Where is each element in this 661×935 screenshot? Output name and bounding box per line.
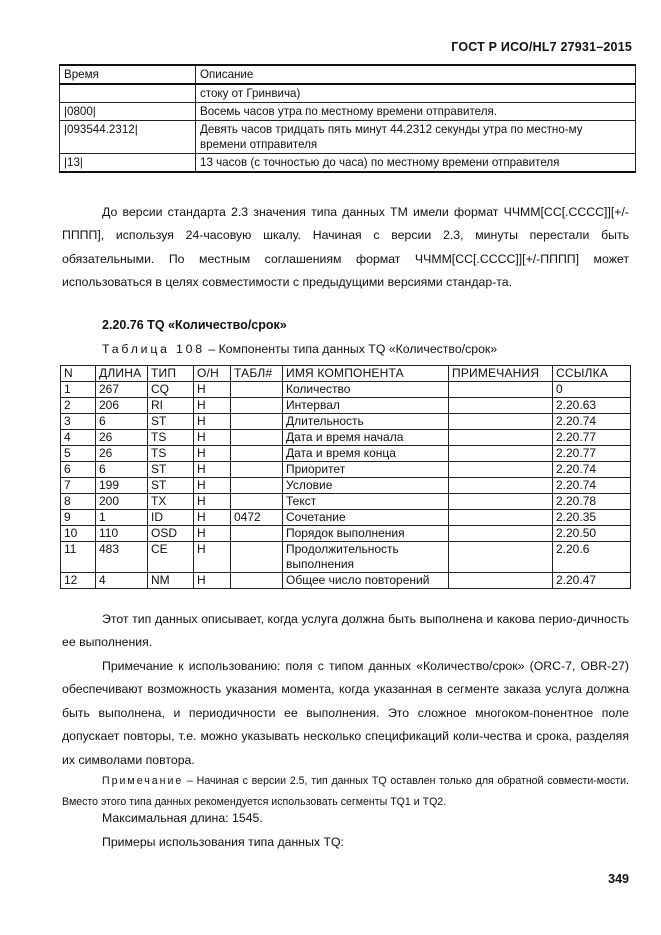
n-cell: 2 bbox=[61, 398, 96, 414]
section-heading: 2.20.76 TQ «Количество/срок» bbox=[102, 318, 287, 332]
note-label: Примечание bbox=[102, 775, 184, 787]
note-text: – Начиная с версии 2.5, тип данных TQ оставлен только для обратной совмести-мости. Вместо этого типа данных рекомендуется использовать сегменты TQ1 и TQ2. bbox=[62, 775, 629, 808]
component-name-cell: Общее число повторений bbox=[283, 573, 449, 589]
n-cell: 1 bbox=[61, 382, 96, 398]
table-row bbox=[61, 382, 631, 398]
reference-cell: 2.20.50 bbox=[553, 526, 631, 542]
table-row bbox=[61, 494, 631, 510]
reference-cell: 0 bbox=[553, 382, 631, 398]
notes-cell bbox=[449, 414, 553, 430]
table-cell bbox=[231, 542, 283, 573]
notes-cell bbox=[449, 526, 553, 542]
column-header-description: Описание bbox=[196, 65, 636, 84]
component-name-cell: Продолжительность выполнения bbox=[283, 542, 449, 573]
table-row bbox=[61, 542, 631, 573]
n-cell: 6 bbox=[61, 462, 96, 478]
type-cell: CQ bbox=[148, 382, 194, 398]
reference-cell: 2.20.77 bbox=[553, 446, 631, 462]
table-row bbox=[61, 398, 631, 414]
type-cell: RI bbox=[148, 398, 194, 414]
reference-cell: 2.20.63 bbox=[553, 398, 631, 414]
column-header-notes: ПРИМЕЧАНИЯ bbox=[449, 366, 553, 382]
component-name-cell: Сочетание bbox=[283, 510, 449, 526]
time-examples-table bbox=[59, 64, 636, 173]
notes-cell bbox=[449, 382, 553, 398]
time-cell: |0800| bbox=[60, 103, 196, 121]
table-cell bbox=[231, 494, 283, 510]
reference-cell: 2.20.78 bbox=[553, 494, 631, 510]
column-header-reference: ССЫЛКА bbox=[553, 366, 631, 382]
time-cell: |093544.2312| bbox=[60, 121, 196, 154]
length-cell: 4 bbox=[96, 573, 148, 589]
table-cell bbox=[231, 462, 283, 478]
paragraph-usage-note: Примечание к использованию: поля с типом данных «Количество/срок» (ORC-7, OBR-27) обеспечивают возможность указания момента, когда указанная в сегменте заказа услуга должна быть выполнена, и периодичности ее выполнения. Это сложное многоком-понентное поле допускает повторы, т.е. можно указывать несколько спецификаций коли-чества и срока, разделяя их символами повтора. bbox=[62, 659, 629, 767]
length-cell: 26 bbox=[96, 446, 148, 462]
optionality-cell: Н bbox=[194, 542, 231, 573]
note bbox=[62, 771, 629, 813]
table-cell bbox=[231, 430, 283, 446]
reference-cell: 2.20.47 bbox=[553, 573, 631, 589]
type-cell: CE bbox=[148, 542, 194, 573]
table-header-row bbox=[60, 65, 636, 84]
notes-cell bbox=[449, 430, 553, 446]
reference-cell: 2.20.74 bbox=[553, 462, 631, 478]
n-cell: 8 bbox=[61, 494, 96, 510]
document-header: ГОСТ Р ИСО/HL7 27931–2015 bbox=[451, 40, 632, 54]
notes-cell bbox=[449, 478, 553, 494]
table-caption-text: – Компоненты типа данных TQ «Количество/срок» bbox=[204, 342, 498, 356]
type-cell: ST bbox=[148, 414, 194, 430]
description-cell: стоку от Гринвича) bbox=[196, 84, 636, 103]
paragraph-description: Этот тип данных описывает, когда услуга должна быть выполнена и какова перио-дичность ее выполнения. bbox=[62, 612, 629, 650]
table-cell bbox=[231, 526, 283, 542]
n-cell: 4 bbox=[61, 430, 96, 446]
reference-cell: 2.20.6 bbox=[553, 542, 631, 573]
reference-cell: 2.20.35 bbox=[553, 510, 631, 526]
column-header-time: Время bbox=[60, 65, 196, 84]
n-cell: 5 bbox=[61, 446, 96, 462]
n-cell: 12 bbox=[61, 573, 96, 589]
length-cell: 26 bbox=[96, 430, 148, 446]
time-cell bbox=[60, 84, 196, 103]
optionality-cell: Н bbox=[194, 414, 231, 430]
table-row bbox=[61, 573, 631, 589]
table-row bbox=[61, 526, 631, 542]
table-caption-label: Таблица 108 bbox=[102, 342, 205, 356]
max-length: Максимальная длина: 1545. bbox=[102, 811, 263, 825]
optionality-cell: Н bbox=[194, 462, 231, 478]
table-row bbox=[61, 478, 631, 494]
notes-cell bbox=[449, 510, 553, 526]
column-header-optionality: О/Н bbox=[194, 366, 231, 382]
table-cell bbox=[231, 446, 283, 462]
length-cell: 483 bbox=[96, 542, 148, 573]
n-cell: 9 bbox=[61, 510, 96, 526]
description-cell: 13 часов (с точностью до часа) по местному времени отправителя bbox=[196, 154, 636, 173]
table-cell: 0472 bbox=[231, 510, 283, 526]
optionality-cell: Н bbox=[194, 430, 231, 446]
table-row bbox=[60, 103, 636, 121]
reference-cell: 2.20.74 bbox=[553, 478, 631, 494]
component-name-cell: Порядок выполнения bbox=[283, 526, 449, 542]
column-header-length: ДЛИНА bbox=[96, 366, 148, 382]
n-cell: 7 bbox=[61, 478, 96, 494]
n-cell: 3 bbox=[61, 414, 96, 430]
component-name-cell: Дата и время конца bbox=[283, 446, 449, 462]
notes-cell bbox=[449, 494, 553, 510]
reference-cell: 2.20.74 bbox=[553, 414, 631, 430]
notes-cell bbox=[449, 462, 553, 478]
table-cell bbox=[231, 478, 283, 494]
component-name-cell: Количество bbox=[283, 382, 449, 398]
type-cell: ST bbox=[148, 478, 194, 494]
optionality-cell: Н bbox=[194, 494, 231, 510]
column-header-table: ТАБЛ# bbox=[231, 366, 283, 382]
type-cell: ID bbox=[148, 510, 194, 526]
length-cell: 1 bbox=[96, 510, 148, 526]
length-cell: 267 bbox=[96, 382, 148, 398]
table-row bbox=[60, 84, 636, 103]
type-cell: TX bbox=[148, 494, 194, 510]
notes-cell bbox=[449, 446, 553, 462]
table-row bbox=[61, 414, 631, 430]
table-row bbox=[60, 154, 636, 173]
length-cell: 199 bbox=[96, 478, 148, 494]
table-cell bbox=[231, 382, 283, 398]
table-row bbox=[60, 121, 636, 154]
component-name-cell: Длительность bbox=[283, 414, 449, 430]
optionality-cell: Н bbox=[194, 510, 231, 526]
component-name-cell: Интервал bbox=[283, 398, 449, 414]
notes-cell bbox=[449, 573, 553, 589]
type-cell: TS bbox=[148, 430, 194, 446]
component-name-cell: Дата и время начала bbox=[283, 430, 449, 446]
length-cell: 200 bbox=[96, 494, 148, 510]
description-cell: Девять часов тридцать пять минут 44.2312 секунды утра по местно-му времени отправителя bbox=[196, 121, 636, 154]
notes-cell bbox=[449, 542, 553, 573]
table-row bbox=[61, 446, 631, 462]
description-cell: Восемь часов утра по местному времени отправителя. bbox=[196, 103, 636, 121]
reference-cell: 2.20.77 bbox=[553, 430, 631, 446]
table-row bbox=[61, 430, 631, 446]
component-name-cell: Текст bbox=[283, 494, 449, 510]
type-cell: NM bbox=[148, 573, 194, 589]
table-cell bbox=[231, 398, 283, 414]
type-cell: TS bbox=[148, 446, 194, 462]
component-name-cell: Условие bbox=[283, 478, 449, 494]
type-cell: OSD bbox=[148, 526, 194, 542]
column-header-n: N bbox=[61, 366, 96, 382]
page-number: 349 bbox=[608, 872, 629, 886]
length-cell: 6 bbox=[96, 414, 148, 430]
optionality-cell: Н bbox=[194, 573, 231, 589]
paragraph-tm-format: До версии стандарта 2.3 значения типа данных TM имели формат ЧЧММ[СС[.СССС]][+/-ПППП], используя 24-часовую шкалу. Начиная с версии 2.3, минуты перестали быть обязательными. По местным соглашениям формат ЧЧММ[СС[.СССС]][+/-ПППП] может использоваться в целях совместимости с предыдущими версиями стандар-та. bbox=[62, 205, 629, 290]
column-header-type: ТИП bbox=[148, 366, 194, 382]
optionality-cell: Н bbox=[194, 446, 231, 462]
n-cell: 11 bbox=[61, 542, 96, 573]
time-cell: |13| bbox=[60, 154, 196, 173]
table-row bbox=[61, 510, 631, 526]
length-cell: 110 bbox=[96, 526, 148, 542]
table-header-row bbox=[61, 366, 631, 382]
column-header-component-name: ИМЯ КОМПОНЕНТА bbox=[283, 366, 449, 382]
length-cell: 206 bbox=[96, 398, 148, 414]
table-row bbox=[61, 462, 631, 478]
tq-components-table bbox=[60, 365, 631, 589]
optionality-cell: Н bbox=[194, 526, 231, 542]
optionality-cell: Н bbox=[194, 478, 231, 494]
table-caption bbox=[102, 342, 497, 356]
table-cell bbox=[231, 414, 283, 430]
type-cell: ST bbox=[148, 462, 194, 478]
table-cell bbox=[231, 573, 283, 589]
optionality-cell: Н bbox=[194, 382, 231, 398]
notes-cell bbox=[449, 398, 553, 414]
length-cell: 6 bbox=[96, 462, 148, 478]
component-name-cell: Приоритет bbox=[283, 462, 449, 478]
optionality-cell: Н bbox=[194, 398, 231, 414]
n-cell: 10 bbox=[61, 526, 96, 542]
examples-intro: Примеры использования типа данных TQ: bbox=[102, 835, 344, 849]
